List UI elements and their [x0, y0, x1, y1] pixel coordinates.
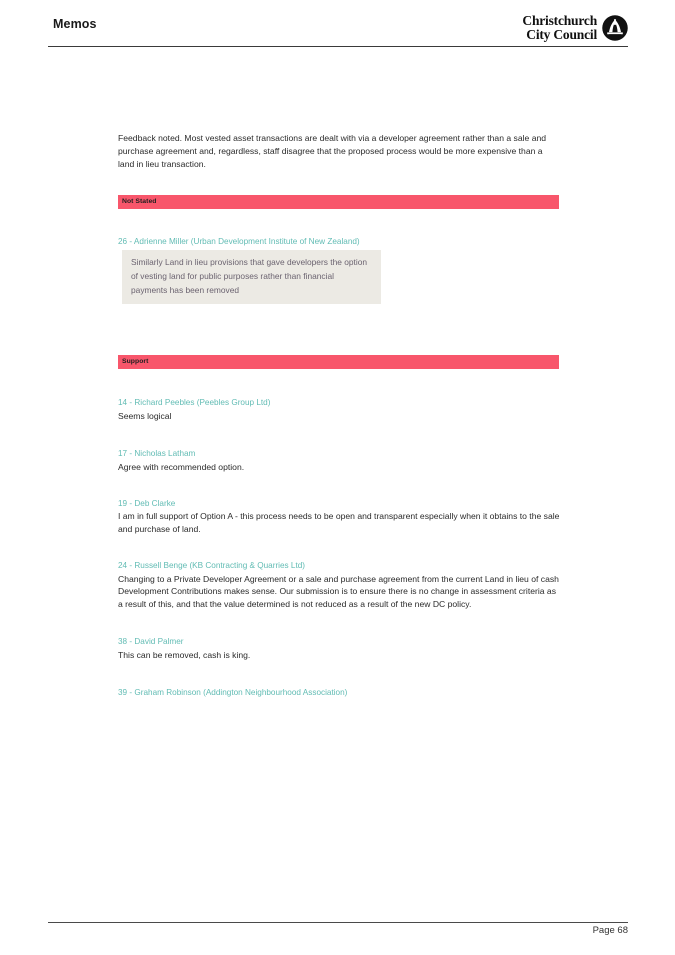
submission-item — [118, 236, 560, 304]
submitter-name: 38 - David Palmer — [118, 637, 184, 647]
section-banner-support: Support — [118, 355, 559, 369]
intro-paragraph: Feedback noted. Most vested asset transactions are dealt with via a developer agreement rather than a sale and purchase agreement and, regardless, staff disagree that the proposed process would be more expensive than a land in lieu transaction. — [118, 133, 547, 170]
submitter-name: 14 - Richard Peebles (Peebles Group Ltd) — [118, 398, 271, 408]
section-not-stated — [118, 195, 560, 304]
submission-text: Agree with recommended option. — [118, 461, 245, 472]
christchurch-city-council-emblem-icon — [602, 15, 628, 41]
submission-text: This can be removed, cash is king. — [118, 649, 251, 660]
council-name-line1: Christchurch — [522, 13, 597, 28]
submitter-name: 26 - Adrienne Miller (Urban Development Institute of New Zealand) — [118, 236, 360, 246]
submission-item — [118, 448, 560, 473]
council-logo-text — [522, 14, 597, 42]
section-support — [118, 355, 560, 698]
council-name-line2: City Council — [526, 27, 597, 43]
document-body — [118, 132, 560, 698]
submitter-name: 39 - Graham Robinson (Addington Neighbourhood Association) — [118, 687, 348, 697]
footer-divider — [48, 922, 628, 923]
page-title: Memos — [53, 17, 97, 31]
page-header — [48, 14, 628, 48]
submission-item — [118, 397, 560, 422]
header-divider — [48, 46, 628, 47]
submission-text: Changing to a Private Developer Agreement or a sale and purchase agreement from the current Land in lieu of cash Development Contributions makes sense. Our submission is to ensure there is no change in assessment criteria as a result of this, and that the value determined is not reduced as a result of the new DC policy. — [118, 573, 559, 610]
section-banner-not-stated: Not Stated — [118, 195, 559, 209]
submission-item — [118, 636, 560, 661]
submission-text: Seems logical — [118, 410, 172, 421]
submitter-name: 24 - Russell Benge (KB Contracting & Quarries Ltd) — [118, 561, 306, 571]
submission-quote: Similarly Land in lieu provisions that gave developers the option of vesting land for public purposes rather than financial payments has been removed — [122, 250, 381, 304]
submission-item — [118, 687, 560, 698]
submitter-name: 19 - Deb Clarke — [118, 498, 176, 508]
council-logo — [522, 14, 628, 42]
submission-item — [118, 560, 560, 611]
page-number: Page 68 — [592, 925, 628, 936]
submission-item — [118, 498, 560, 536]
submission-text: I am in full support of Option A - this process needs to be open and transparent especially when it obtains to the sale and purchase of land. — [118, 511, 560, 535]
submitter-name: 17 - Nicholas Latham — [118, 449, 196, 459]
